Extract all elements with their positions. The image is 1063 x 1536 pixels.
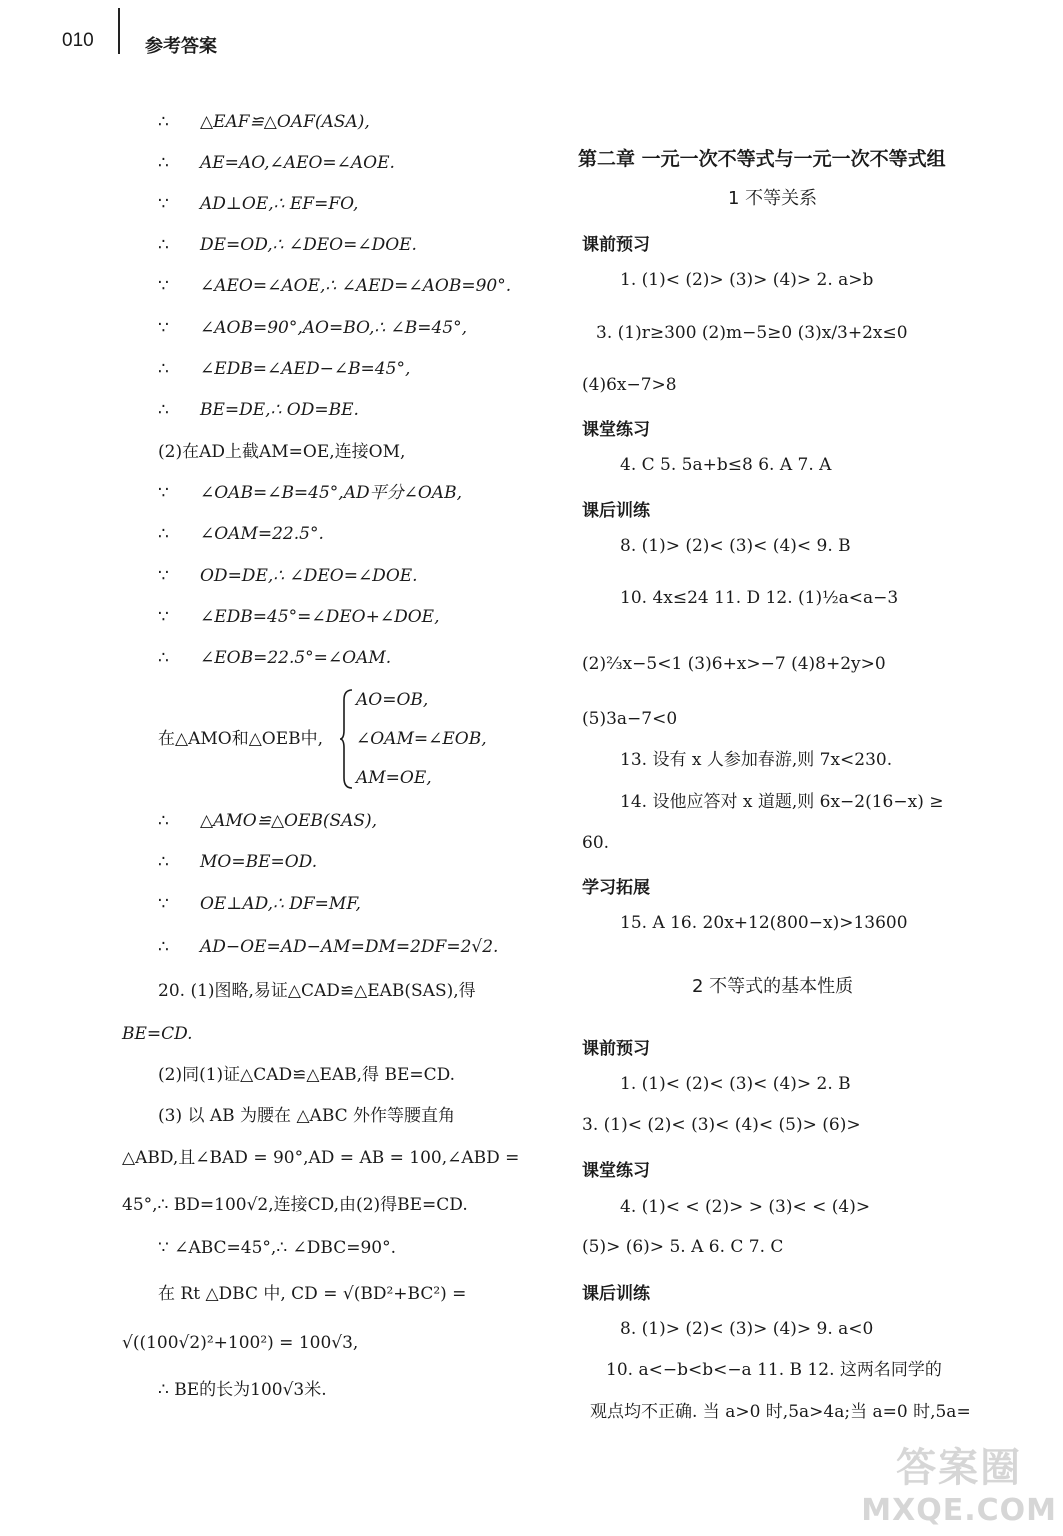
proof-line: ∴ △EAF≌△OAF(ASA), <box>158 112 370 132</box>
answer-line: 3. (1)< (2)< (3)< (4)< (5)> (6)> <box>582 1115 861 1135</box>
section-label-extension: 学习拓展 <box>582 878 650 898</box>
system-line: AO=OB, <box>356 690 429 710</box>
proof-line: ∵ ∠AEO=∠AOE,∴ ∠AED=∠AOB=90°. <box>158 276 512 296</box>
answer-line: 4. C 5. 5a+b≤8 6. A 7. A <box>620 455 832 475</box>
answer-line: (4)6x−7>8 <box>582 375 677 395</box>
q20-line: 45°,∴ BD=100√2,连接CD,由(2)得BE=CD. <box>122 1195 468 1215</box>
answer-line: 10. 4x≤24 11. D 12. (1)½a<a−3 <box>620 588 899 608</box>
page-number: 010 <box>62 30 94 51</box>
section-label-homework: 课后训练 <box>582 501 650 521</box>
system-line: ∠OAM=∠EOB, <box>356 729 487 749</box>
section-label-practice: 课堂练习 <box>582 420 650 440</box>
proof-line: ∵ OE⊥AD,∴ DF=MF, <box>158 894 361 914</box>
q20-line: ∴ BE的长为100√3米. <box>158 1380 327 1400</box>
proof-line: (2)在AD上截AM=OE,连接OM, <box>158 442 406 462</box>
proof-line: ∴ DE=OD,∴ ∠DEO=∠DOE. <box>158 235 417 255</box>
q20-line: 在 Rt △DBC 中, CD = √(BD²+BC²) = <box>158 1284 467 1304</box>
system-prefix: 在△AMO和△OEB中, <box>158 729 324 749</box>
answer-line: 3. (1)r≥300 (2)m−5≥0 (3)x/3+2x≤0 <box>596 323 908 343</box>
answer-line: 15. A 16. 20x+12(800−x)>13600 <box>620 913 908 933</box>
proof-line: ∵ AD⊥OE,∴ EF=FO, <box>158 194 359 214</box>
proof-line: ∵ ∠OAB=∠B=45°,AD平分∠OAB, <box>158 483 462 503</box>
answer-line: (2)⅔x−5<1 (3)6+x>−7 (4)8+2y>0 <box>582 654 886 674</box>
q20-line: △ABD,且∠BAD = 90°,AD = AB = 100,∠ABD = <box>122 1148 520 1168</box>
q20-line: √((100√2)²+100²) = 100√3, <box>122 1333 359 1353</box>
proof-line: ∴ ∠EOB=22.5°=∠OAM. <box>158 648 392 668</box>
header-divider <box>118 8 120 54</box>
q20-line: ∵ ∠ABC=45°,∴ ∠DBC=90°. <box>158 1238 397 1258</box>
answer-line: 观点均不正确. 当 a>0 时,5a>4a;当 a=0 时,5a= <box>590 1402 971 1422</box>
proof-line: ∴ AE=AO,∠AEO=∠AOE. <box>158 153 395 173</box>
answer-line: 13. 设有 x 人参加春游,则 7x<230. <box>620 750 893 770</box>
page-header-title: 参考答案 <box>145 36 217 57</box>
chapter-title: 第二章 一元一次不等式与一元一次不等式组 <box>578 148 946 170</box>
system-brace <box>340 688 354 790</box>
section-label-preview: 课前预习 <box>582 1039 650 1059</box>
answer-line: 10. a<−b<b<−a 11. B 12. 这两名同学的 <box>606 1360 942 1380</box>
proof-line: ∵ OD=DE,∴ ∠DEO=∠DOE. <box>158 566 418 586</box>
q20-line: (2)同(1)证△CAD≌△EAB,得 BE=CD. <box>158 1065 456 1085</box>
answer-line: (5)> (6)> 5. A 6. C 7. C <box>582 1237 784 1257</box>
system-line: AM=OE, <box>356 768 432 788</box>
answer-line: (5)3a−7<0 <box>582 709 678 729</box>
section-label-preview: 课前预习 <box>582 235 650 255</box>
site-watermark: 答案圈 MXQE.COM <box>861 1445 1057 1528</box>
q20-line: (3) 以 AB 为腰在 △ABC 外作等腰直角 <box>158 1106 456 1126</box>
section-label-practice: 课堂练习 <box>582 1161 650 1181</box>
proof-line: ∴ BE=DE,∴ OD=BE. <box>158 400 359 420</box>
section-label-homework: 课后训练 <box>582 1284 650 1304</box>
section-title: 1 不等关系 <box>728 188 818 209</box>
proof-line: ∵ ∠AOB=90°,AO=BO,∴ ∠B=45°, <box>158 318 468 338</box>
proof-line: ∴ △AMO≌△OEB(SAS), <box>158 811 378 831</box>
answer-line: 4. (1)< < (2)> > (3)< < (4)> <box>620 1197 871 1217</box>
answer-line: 1. (1)< (2)> (3)> (4)> 2. a>b <box>620 270 874 290</box>
q20-line: BE=CD. <box>122 1024 193 1044</box>
proof-line: ∴ MO=BE=OD. <box>158 852 318 872</box>
answer-line: 1. (1)< (2)< (3)< (4)> 2. B <box>620 1074 851 1094</box>
q20-line: 20. (1)图略,易证△CAD≌△EAB(SAS),得 <box>158 981 476 1001</box>
proof-line: ∵ ∠EDB=45°=∠DEO+∠DOE, <box>158 607 440 627</box>
answer-line: 8. (1)> (2)< (3)> (4)> 9. a<0 <box>620 1319 874 1339</box>
answer-line: 8. (1)> (2)< (3)< (4)< 9. B <box>620 536 851 556</box>
answer-line: 60. <box>582 833 610 853</box>
proof-line: ∴ ∠OAM=22.5°. <box>158 524 324 544</box>
proof-line: ∴ ∠EDB=∠AED−∠B=45°, <box>158 359 411 379</box>
answer-line: 14. 设他应答对 x 道题,则 6x−2(16−x) ≥ <box>620 792 944 812</box>
section-title: 2 不等式的基本性质 <box>692 976 854 997</box>
proof-line: ∴ AD−OE=AD−AM=DM=2DF=2√2. <box>158 937 499 957</box>
